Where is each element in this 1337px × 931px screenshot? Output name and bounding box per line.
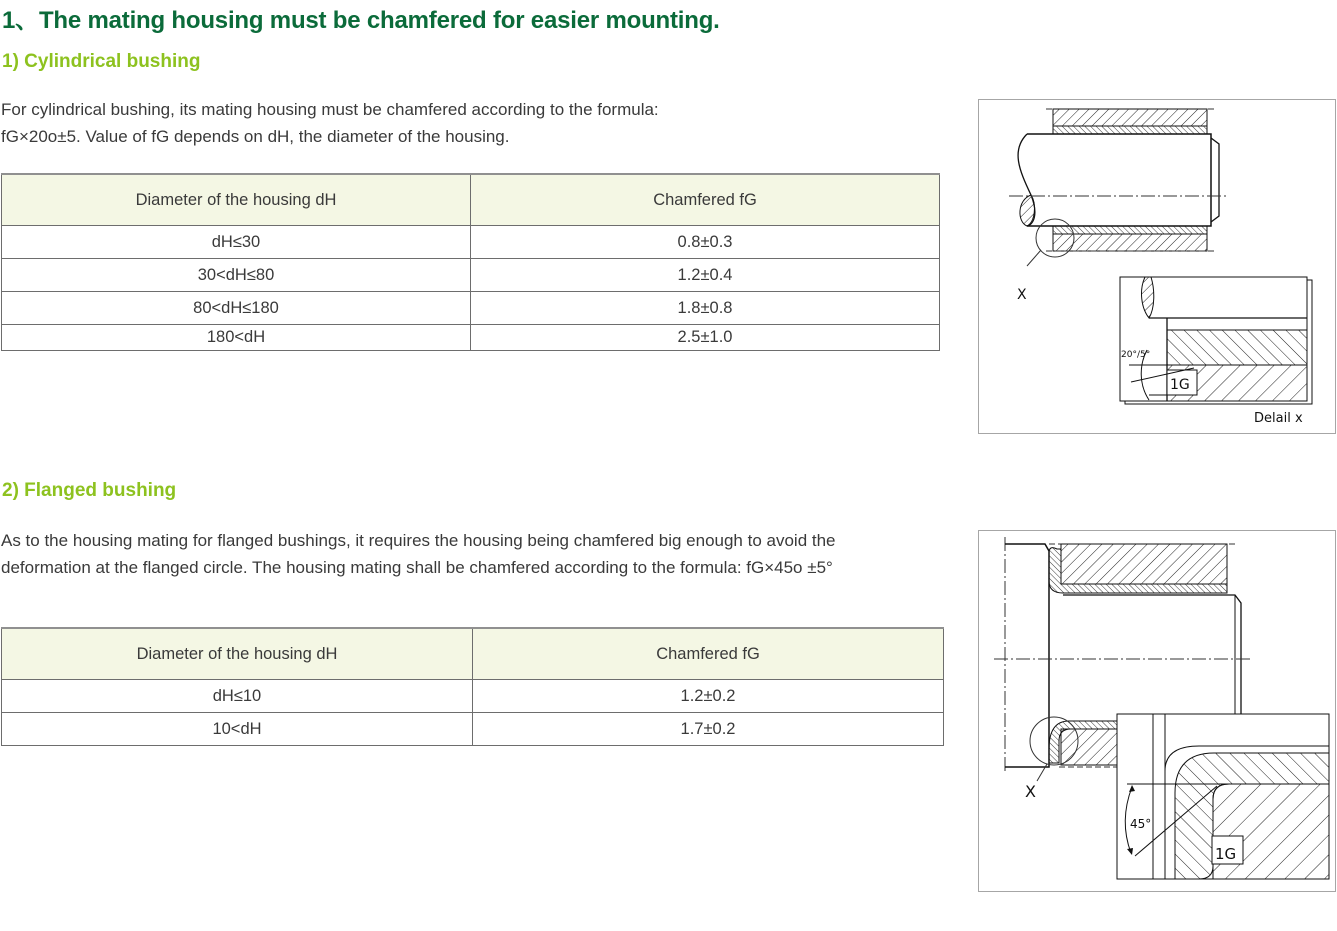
figure-caption: Delail x <box>1254 411 1303 426</box>
column-header-chamfer: Chamfered fG <box>471 174 940 226</box>
table-header-row <box>2 174 940 226</box>
cylindrical-bushing-drawing <box>979 100 1335 433</box>
column-header-chamfer: Chamfered fG <box>473 628 944 680</box>
cell-chamfer: 2.5±1.0 <box>471 325 940 351</box>
cell-diameter: 10<dH <box>2 713 473 746</box>
table-row <box>2 680 944 713</box>
column-header-diameter: Diameter of the housing dH <box>2 174 471 226</box>
angle-label: 20°/5° <box>1121 350 1151 360</box>
marker-x-label: X <box>1025 782 1036 801</box>
cell-chamfer: 1.2±0.4 <box>471 259 940 292</box>
cylindrical-chamfer-table <box>1 173 940 351</box>
dimension-label: 1G <box>1215 845 1237 863</box>
cell-chamfer: 1.8±0.8 <box>471 292 940 325</box>
table-header-row <box>2 628 944 680</box>
cell-diameter: dH≤30 <box>2 226 471 259</box>
cell-chamfer: 1.2±0.2 <box>473 680 944 713</box>
paragraph-line: As to the housing mating for flanged bushings, it requires the housing being chamfered big enough to avoid the <box>1 531 836 550</box>
table-row <box>2 226 940 259</box>
table-row <box>2 259 940 292</box>
table-row <box>2 325 940 351</box>
cylindrical-bushing-diagram <box>978 99 1336 434</box>
section-heading-flanged: 2) Flanged bushing <box>2 480 177 501</box>
cell-chamfer: 1.7±0.2 <box>473 713 944 746</box>
marker-x-label: X <box>1017 287 1027 303</box>
section-paragraph-flanged <box>1 527 836 581</box>
section-paragraph-cylindrical <box>1 96 659 150</box>
table-row <box>2 713 944 746</box>
angle-label: 45° <box>1130 817 1152 831</box>
dimension-label: 1G <box>1170 377 1190 393</box>
cell-diameter: dH≤10 <box>2 680 473 713</box>
table-row <box>2 292 940 325</box>
column-header-diameter: Diameter of the housing dH <box>2 628 473 680</box>
flanged-chamfer-table <box>1 627 944 746</box>
paragraph-line: fG×20o±5. Value of fG depends on dH, the diameter of the housing. <box>1 127 510 146</box>
flanged-bushing-diagram <box>978 530 1336 892</box>
cell-chamfer: 0.8±0.3 <box>471 226 940 259</box>
flanged-bushing-drawing <box>979 531 1335 891</box>
cell-diameter: 80<dH≤180 <box>2 292 471 325</box>
paragraph-line: For cylindrical bushing, its mating housing must be chamfered according to the formula: <box>1 100 659 119</box>
cell-diameter: 30<dH≤80 <box>2 259 471 292</box>
section-heading-cylindrical: 1) Cylindrical bushing <box>2 51 201 72</box>
paragraph-line: deformation at the flanged circle. The housing mating shall be chamfered according to the formula: fG×45o ±5° <box>1 558 833 577</box>
page-title: 1、The mating housing must be chamfered for easier mounting. <box>2 7 720 34</box>
cell-diameter: 180<dH <box>2 325 471 351</box>
